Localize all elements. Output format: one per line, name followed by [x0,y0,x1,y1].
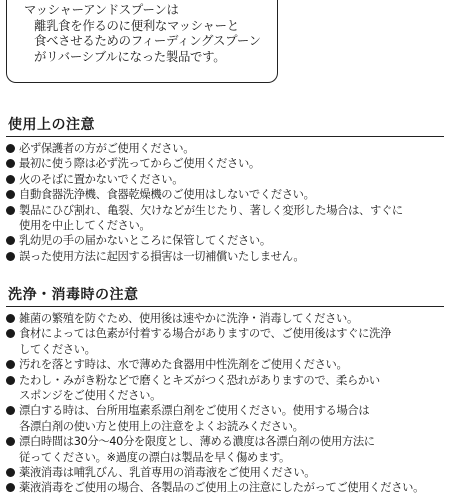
bullet-icon [6,236,15,245]
section-divider [6,306,444,307]
bullet-icon [6,144,15,153]
intro-line-3: 食べさせるためのフィーディングスプーン [34,33,261,48]
list-item [6,156,444,171]
list-item-line: 誤った使用方法に起因する損害は一切補償いたしません。 [19,249,305,263]
bullet-icon [6,190,15,199]
list-item-line: 漂白時間は30分～40分を限度とし、薄める濃度は各漂白剤の使用方法に [19,435,375,449]
bullet-icon [6,483,15,492]
bullet-icon [6,437,15,446]
bullet-icon [6,406,15,415]
list-item [6,233,444,248]
list-item-text [19,233,444,248]
bullet-icon [6,329,15,338]
list-item [6,187,444,202]
cleaning-section-title: 洗浄・消毒時の注意 [8,287,139,303]
list-item-text [19,156,444,171]
usage-section [6,116,444,264]
list-item-line: 薬液消毒は哺乳びん、乳首専用の消毒液をご使用ください。 [19,466,316,480]
intro-line-4: がリバーシブルになった製品です。 [34,48,226,64]
bullet-icon [6,252,15,261]
list-item-line: 汚れを落とす時は、水で薄めた食器用中性洗剤をご使用ください。 [19,358,348,372]
list-item-text [19,434,444,465]
list-item-line: 使用を中止してください。 [19,219,151,233]
list-item-line: 雑菌の繁殖を防ぐため、使用後は速やかに洗浄・消毒してください。 [19,312,358,325]
list-item [6,434,444,465]
list-item-line: してください。 [19,342,96,356]
list-item [6,203,444,234]
cleaning-section [6,286,444,496]
list-item-line: 食材によっては色素が付着する場合がありますので、ご使用後はすぐに洗浄 [19,327,391,341]
list-item [6,311,444,326]
list-item-text [19,172,444,187]
list-item [6,357,444,372]
bullet-icon [6,468,15,477]
list-item-text [19,141,444,156]
list-item-line: 必ず保護者の方がご使用ください。 [19,142,195,155]
list-item-line: 製品にひび割れ、亀裂、欠けなどが生じたり、著しく変形した場合は、すぐに [19,203,403,217]
list-item-line: 自動食器洗浄機、食器乾燥機のご使用はしないでください。 [19,188,315,202]
list-item-line: 火のそばに置かないでください。 [19,172,184,186]
bullet-icon [6,360,15,369]
list-item [6,141,444,156]
intro-line-2: 離乳食を作るのに便利なマッシャーと [34,17,239,33]
list-item-text [19,465,444,480]
bullet-icon [6,206,15,215]
bullet-icon [6,376,15,385]
cleaning-list [6,311,444,496]
list-item-line: スポンジをご使用ください。 [19,389,162,403]
list-item-text [19,326,444,357]
bullet-icon [6,175,15,184]
list-item-text [19,311,444,326]
intro-line-1: マッシャーアンドスプーンは [24,2,179,17]
list-item [6,326,444,357]
usage-section-title: 使用上の注意 [8,117,95,133]
list-item-line: 漂白する時は、台所用塩素系漂白剤をご使用ください。使用する場合は [19,404,370,418]
list-item [6,172,444,187]
list-item-line: 薬液消毒をご使用の場合、各製品のご使用上の注意にしたがってご使用ください。 [19,481,425,495]
list-item-text [19,357,444,372]
list-item-text [19,249,444,264]
usage-list [6,141,444,264]
bullet-icon [6,314,15,323]
list-item-text [19,203,444,234]
list-item-text [19,480,444,495]
list-item-line: 各漂白剤の使い方と使用上の注意をよくお読みください。 [19,419,304,433]
section-divider [6,136,444,137]
list-item-text [19,187,444,202]
list-item-line: 最初に使う際は必ず洗ってからご使用ください。 [19,157,260,171]
list-item-line: 乳幼児の手の届かないところに保管してください。 [19,234,271,248]
list-item [6,480,444,495]
list-item-text [19,373,444,404]
bullet-icon [6,159,15,168]
list-item [6,373,444,404]
list-item-line: 従ってください。※過度の漂白は製品を早く傷めます。 [19,450,290,464]
intro-text [24,2,274,64]
list-item-line: たわし・みがき粉などで磨くとキズがつく恐れがありますので、柔らかい [19,373,380,387]
list-item [6,249,444,264]
list-item [6,465,444,480]
list-item [6,403,444,434]
list-item-text [19,403,444,434]
